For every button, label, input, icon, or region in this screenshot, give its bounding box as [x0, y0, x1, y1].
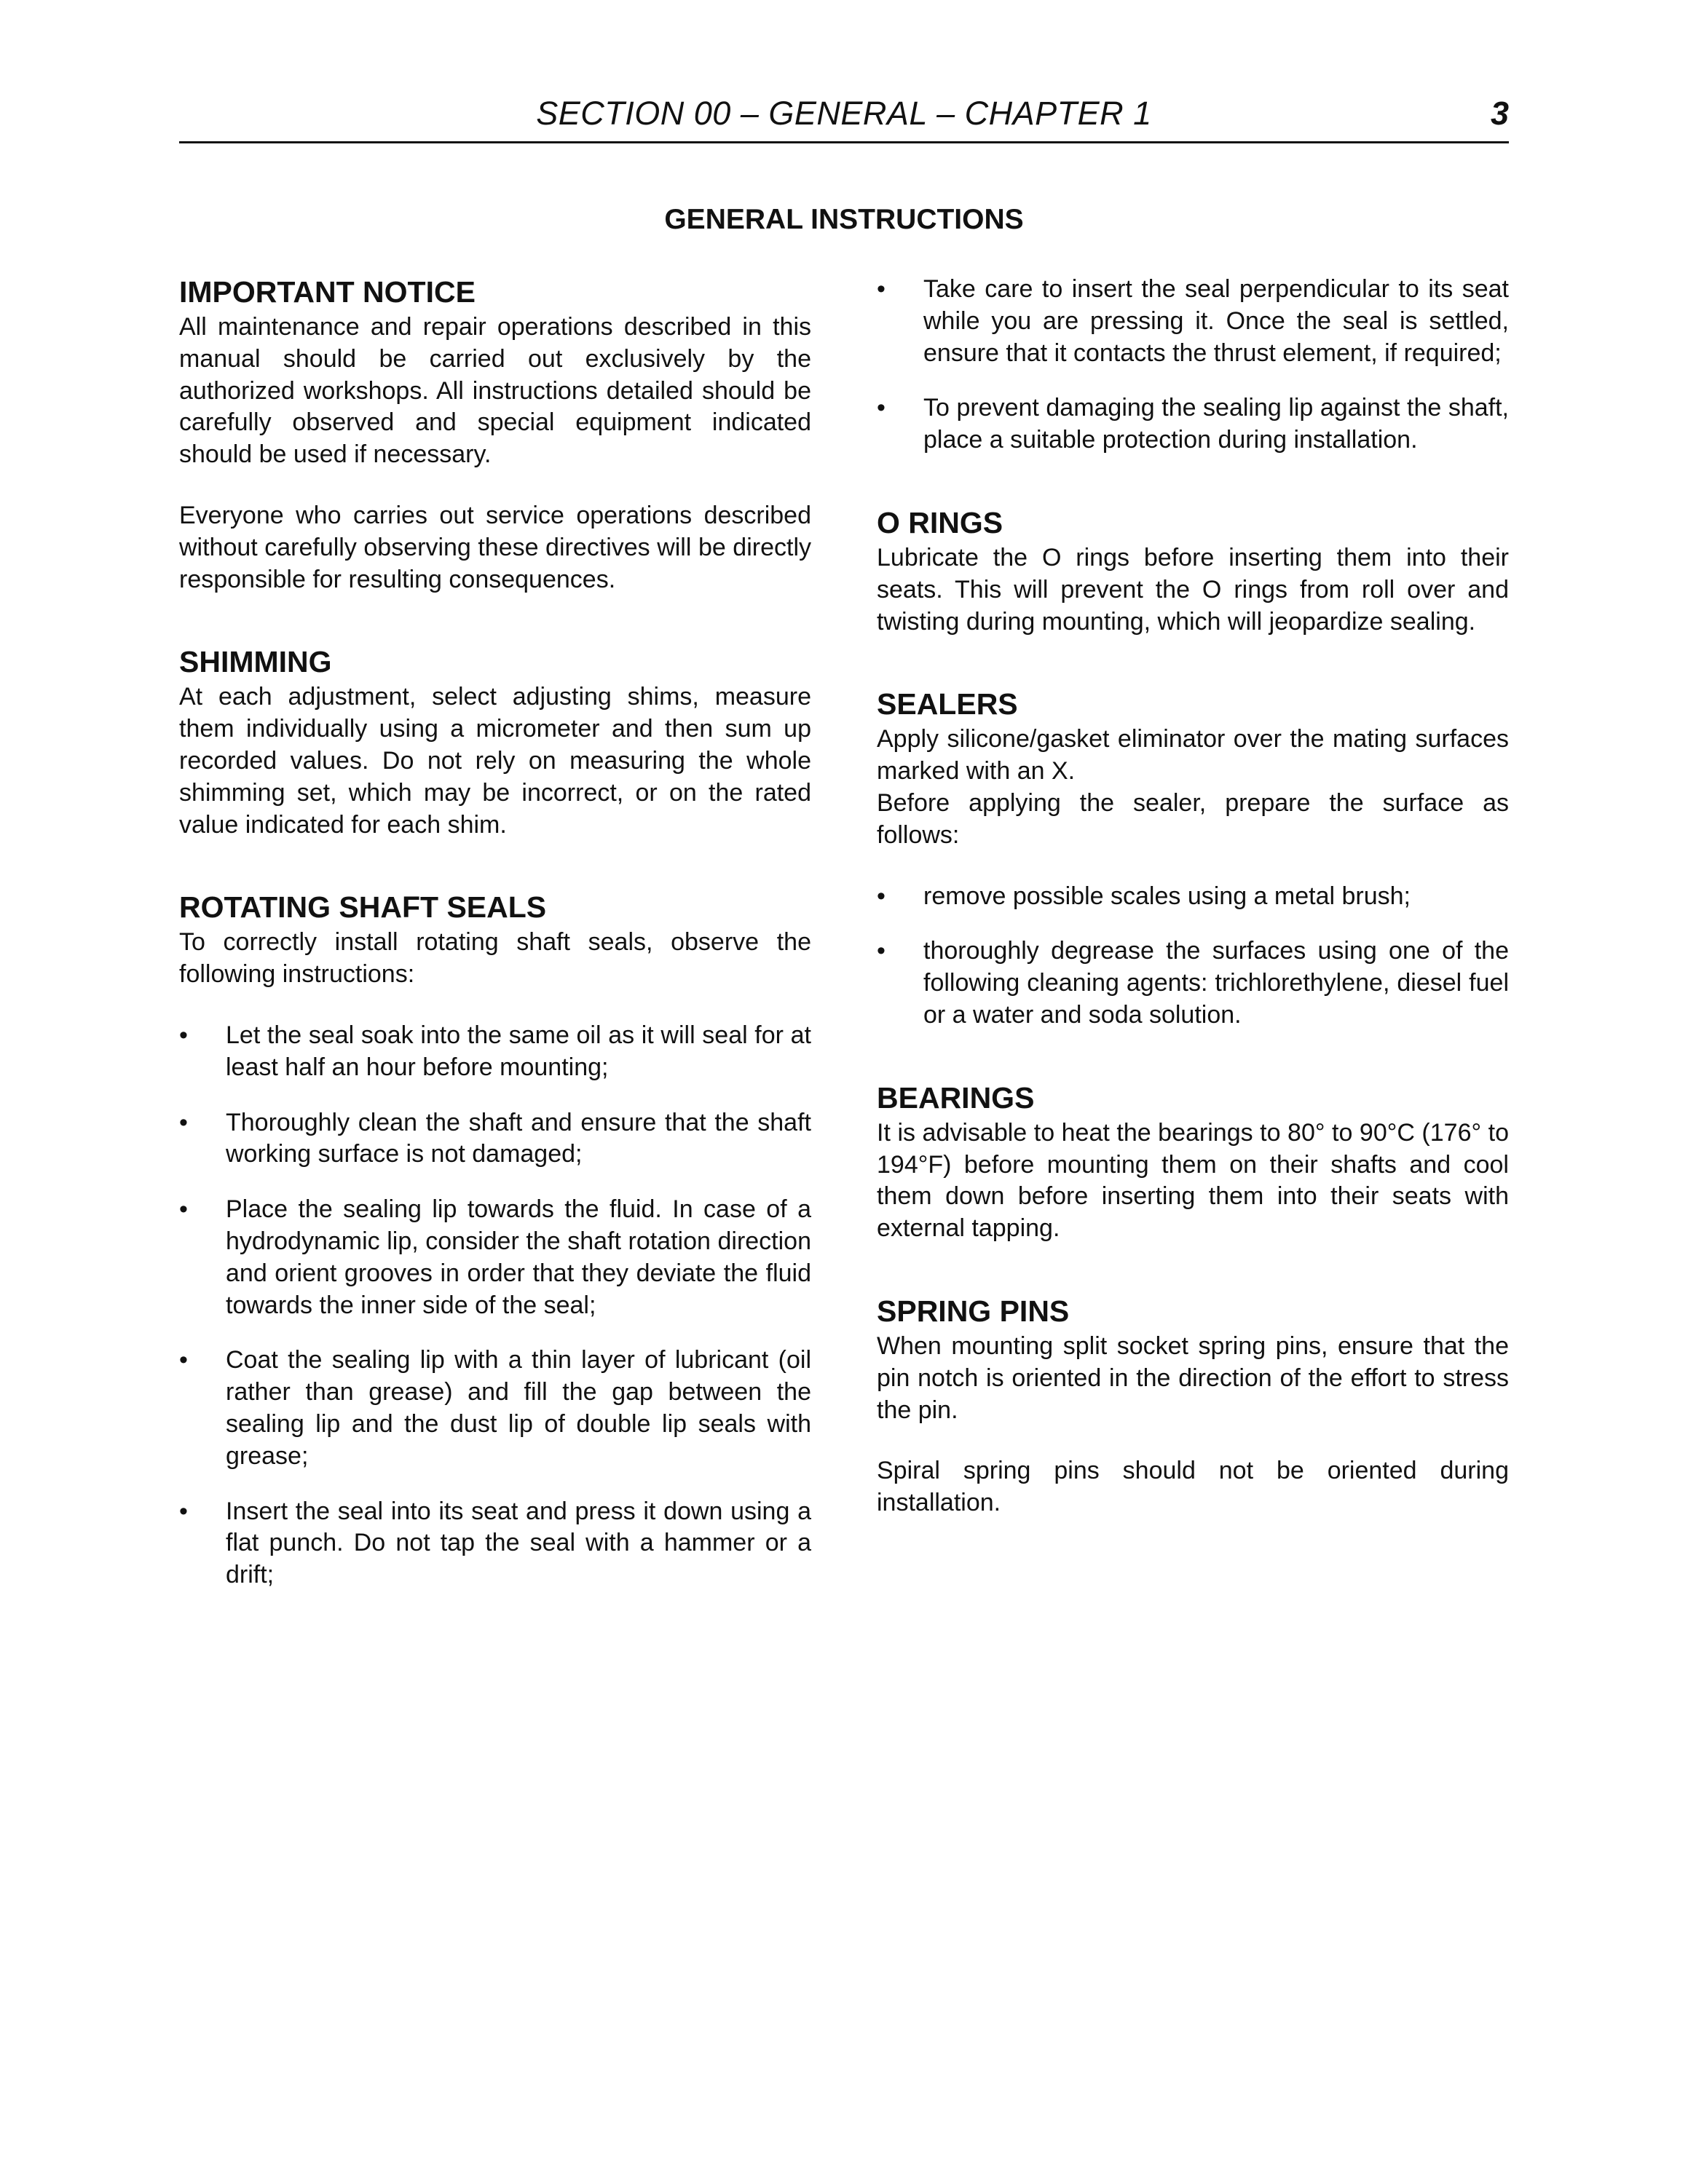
- list-item: [179, 1194, 811, 1321]
- bullet-icon: •: [179, 1021, 188, 1049]
- list-item-text: thoroughly degrease the surfaces using one of the following cleaning agents: trichlorethylene, diesel fuel or a water and soda solution.: [923, 937, 1509, 1029]
- paragraph: At each adjustment, select adjusting shims, measure them individually using a micrometer and then sum up recorded values. Do not rely on measuring the whole shimming set, which may be incorrect, or on the rated value indicated for each shim.: [179, 683, 811, 839]
- list-item: [179, 1496, 811, 1591]
- paragraph: Before applying the sealer, prepare the surface as follows:: [877, 788, 1509, 849]
- section-heading: BEARINGS: [877, 1080, 1035, 1115]
- list-item-text: Take care to insert the seal perpendicular to its seat while you are pressing it. Once the seal is settled, ensure that it contacts the thrust element, if required;: [923, 275, 1509, 367]
- list-item-text: Place the sealing lip towards the fluid. In case of a hydrodynamic lip, consider the shaft rotation direction and orient grooves in order that they deviate the fluid towards the inner side of the seal;: [226, 1195, 811, 1319]
- paragraph: Lubricate the O rings before inserting them into their seats. This will prevent the O rings from roll over and twisting during mounting, which will jeopardize sealing.: [877, 543, 1509, 636]
- page-title: GENERAL INSTRUCTIONS: [664, 204, 1024, 235]
- section-important-notice: [179, 274, 811, 596]
- bullet-icon: •: [179, 1108, 188, 1136]
- list-item: [179, 1020, 811, 1084]
- list-item: [877, 392, 1509, 456]
- list-item-text: To prevent damaging the sealing lip against the shaft, place a suitable protection during installation.: [923, 394, 1509, 454]
- bullet-icon: •: [877, 937, 886, 965]
- left-column: [179, 274, 811, 1639]
- section-spring-pins: [877, 1293, 1509, 1519]
- section-heading: SEALERS: [877, 687, 1018, 721]
- list-item: [877, 881, 1509, 913]
- page-number: 3: [1490, 95, 1509, 132]
- paragraph: Everyone who carries out service operations described without carefully observing these directives will be directly responsible for resulting consequences.: [179, 501, 811, 593]
- bullet-list: [179, 1020, 811, 1591]
- section-shimming: [179, 644, 811, 841]
- section-heading: SPRING PINS: [877, 1294, 1070, 1328]
- list-item-text: Coat the sealing lip with a thin layer of lubricant (oil rather than grease) and fill the gap between the sealing lip and the dust lip of double lip seals with grease;: [226, 1346, 811, 1470]
- paragraph: Spiral spring pins should not be oriented during installation.: [877, 1457, 1509, 1517]
- paragraph: It is advisable to heat the bearings to 80° to 90°C (176° to 194°F) before mounting them on their shafts and cool them down before inserting them into their seats with external tapping.: [877, 1118, 1509, 1243]
- bullet-icon: •: [877, 275, 886, 303]
- paragraph: Apply silicone/gasket eliminator over the mating surfaces marked with an X.: [877, 725, 1509, 786]
- paragraph: All maintenance and repair operations described in this manual should be carried out exclusively by the authorized workshops. All instructions detailed should be carefully observed and special equipment indicated should be used if necessary.: [179, 313, 811, 469]
- list-item: [877, 935, 1509, 1031]
- list-item-text: remove possible scales using a metal brush;: [923, 882, 1411, 910]
- bullet-icon: •: [877, 394, 886, 422]
- section-heading: IMPORTANT NOTICE: [179, 275, 476, 309]
- bullet-icon: •: [179, 1346, 188, 1374]
- paragraph: To correctly install rotating shaft seals, observe the following instructions:: [179, 928, 811, 989]
- section-o-rings: [877, 505, 1509, 638]
- bullet-list: [877, 274, 1509, 456]
- section-heading: ROTATING SHAFT SEALS: [179, 890, 547, 925]
- section-heading: SHIMMING: [179, 645, 332, 679]
- list-item: [179, 1107, 811, 1171]
- section-rotating-shaft-seals-continued: [877, 274, 1509, 456]
- bullet-icon: •: [179, 1195, 188, 1224]
- list-item: [877, 274, 1509, 369]
- list-item-text: Let the seal soak into the same oil as it will seal for at least half an hour before mounting;: [226, 1021, 811, 1081]
- bullet-list: [877, 881, 1509, 1032]
- section-rotating-shaft-seals: [179, 889, 811, 1591]
- section-heading: O RINGS: [877, 505, 1003, 539]
- section-bearings: [877, 1080, 1509, 1245]
- right-column: [877, 274, 1509, 1567]
- list-item: [179, 1345, 811, 1472]
- section-sealers: [877, 686, 1509, 1031]
- paragraph: When mounting split socket spring pins, ensure that the pin notch is oriented in the direction of the effort to stress the pin.: [877, 1332, 1509, 1424]
- list-item-text: Thoroughly clean the shaft and ensure that the shaft working surface is not damaged;: [226, 1108, 811, 1168]
- running-header: [179, 93, 1509, 143]
- list-item-text: Insert the seal into its seat and press it down using a flat punch. Do not tap the seal with a hammer or a drift;: [226, 1497, 811, 1589]
- running-title: SECTION 00 – GENERAL – CHAPTER 1: [536, 95, 1152, 132]
- bullet-icon: •: [877, 882, 886, 910]
- bullet-icon: •: [179, 1497, 188, 1525]
